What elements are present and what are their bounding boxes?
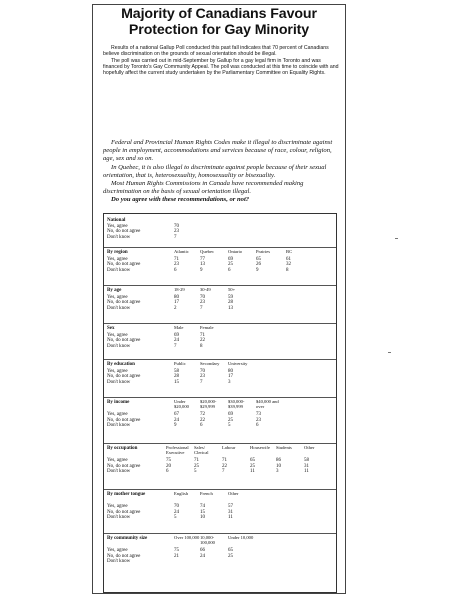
column-header: 30-49 [200, 287, 211, 292]
cell-value: 2 [174, 305, 177, 311]
cell-value: 11 [250, 469, 255, 475]
cell-value: 22 [200, 417, 205, 423]
cell-value: 72 [200, 412, 205, 418]
column-header: 50+ [228, 287, 236, 292]
cell-value: 58 [174, 368, 179, 374]
row-label: Don't know [107, 379, 131, 385]
cell-value: 32 [286, 262, 291, 268]
section-divider [104, 247, 336, 248]
cell-value: 75 [174, 548, 179, 554]
cell-value: 5 [174, 515, 177, 521]
row-label: No, do not agree [107, 553, 141, 559]
question-paragraph-2: In Quebec, it is also illegal to discriminate against people because of their sexual orientation, that is, heterosexuality, homosexuality or bisexuality. [103, 163, 327, 179]
section-title: By occupation [107, 446, 138, 451]
column-header: $40,000 and over [256, 399, 279, 409]
cell-value: 69 [228, 256, 233, 262]
cell-value: 25 [228, 417, 233, 423]
column-header: Under 10,000 [228, 535, 254, 540]
row-label: No, do not agree [107, 463, 141, 469]
section-divider [104, 359, 336, 360]
cell-value: 71 [200, 332, 205, 338]
section-title: By income [107, 400, 130, 405]
section-divider [104, 489, 336, 490]
cell-value: 6 [166, 469, 169, 475]
intro-paragraph-2: The poll was carried out in mid-September by Gallup for a gay legal firm in Toronto and was financed by Toronto's Gay Community Appeal. The poll was conducted at this time to coincide with and hopefully affect the current study undertaken by the Parliamentary Committee on Equality Rights. [103, 57, 339, 77]
section-title: By education [107, 362, 135, 367]
cell-value: 69 [228, 412, 233, 418]
section-divider [104, 443, 336, 444]
column-header: Students [276, 445, 292, 450]
cell-value: 61 [286, 256, 291, 262]
row-label: No, do not agree [107, 300, 141, 306]
row-label: Don't know [107, 469, 131, 475]
cell-value: 25 [250, 463, 255, 469]
row-label: Yes, agree [107, 458, 128, 464]
scan-mark [388, 352, 391, 353]
column-header: Over 100,000 [174, 535, 200, 540]
cell-value: 70 [200, 368, 205, 374]
cell-value: 6 [228, 267, 231, 273]
column-header: French [200, 491, 213, 496]
cell-value: 7 [200, 379, 203, 385]
cell-value: 71 [194, 458, 199, 464]
row-label: Yes, agree [107, 256, 128, 262]
cell-value: 28 [228, 300, 233, 306]
column-header: English [174, 491, 189, 496]
column-header: Public [174, 361, 186, 366]
section-title: Sex [107, 326, 115, 331]
cell-value: 25 [194, 463, 199, 469]
cell-value: 24 [174, 338, 179, 344]
cell-value: 67 [174, 412, 179, 418]
row-label: Don't know [107, 234, 131, 240]
column-header: Other [228, 491, 239, 496]
row-label: Yes, agree [107, 548, 128, 554]
cell-value: 24 [200, 553, 205, 559]
section-divider [104, 533, 336, 534]
cell-value: 23 [174, 229, 179, 235]
cell-value: 17 [228, 374, 233, 380]
question-text [103, 139, 339, 205]
cell-value: 70 [200, 294, 205, 300]
cell-value: 15 [200, 509, 205, 515]
row-label: Yes, agree [107, 368, 128, 374]
column-header: 10,000- 100,000 [200, 535, 215, 545]
cell-value: 57 [228, 504, 233, 510]
row-label: Don't know [107, 423, 131, 429]
row-label: Yes, agree [107, 504, 128, 510]
question-paragraph-1: Federal and Provincial Human Rights Codes make it illegal to discriminate against people in employment, accommodations and services because of race, colour, religion, age, sex and so on. [103, 139, 333, 163]
cell-value: 3 [276, 469, 279, 475]
cell-value: 65 [228, 548, 233, 554]
cell-value: 23 [174, 262, 179, 268]
cell-value: 13 [228, 305, 233, 311]
cell-value: 20 [166, 463, 171, 469]
cell-value: 22 [222, 463, 227, 469]
row-label: No, do not agree [107, 262, 141, 268]
row-label: No, do not agree [107, 229, 141, 235]
column-header: Quebec [200, 249, 215, 254]
column-header: Housewife [250, 445, 270, 450]
cell-value: 7 [200, 305, 203, 311]
cell-value: 23 [200, 374, 205, 380]
cell-value: 24 [174, 509, 179, 515]
cell-value: 10 [276, 463, 281, 469]
section-title: By region [107, 250, 128, 255]
cell-value: 71 [222, 458, 227, 464]
column-header: Ontario [228, 249, 243, 254]
column-header: 18-29 [174, 287, 185, 292]
cell-value: 8 [200, 343, 203, 349]
cell-value: 31 [304, 463, 309, 469]
cell-value: 69 [174, 332, 179, 338]
cell-value: 65 [256, 256, 261, 262]
cell-value: 13 [200, 262, 205, 268]
cell-value: 9 [256, 267, 259, 273]
row-label: No, do not agree [107, 509, 141, 515]
cell-value: 11 [304, 469, 309, 475]
headline-line-2: Protection for Gay Minority [128, 21, 310, 38]
cell-value: 24 [174, 417, 179, 423]
column-header: Prairies [256, 249, 271, 254]
section-title: By age [107, 288, 122, 293]
section-title: By mother tongue [107, 492, 146, 497]
cell-value: 70 [174, 504, 179, 510]
cell-value: 66 [200, 548, 205, 554]
column-header: Sales/ Clerical [194, 445, 209, 455]
question-paragraph-4: Do you agree with these recommendations, or not? [111, 196, 250, 204]
section-divider [104, 323, 336, 324]
row-label: Yes, agree [107, 412, 128, 418]
column-header: University [228, 361, 248, 366]
cell-value: 5 [228, 423, 231, 429]
cell-value: 80 [228, 368, 233, 374]
cell-value: 7 [174, 234, 177, 240]
question-paragraph-3: Most Human Rights Commissions in Canada have recommended making discrimination on the basis of sexual orientation illegal. [103, 180, 304, 196]
cell-value: 26 [256, 262, 261, 268]
row-label: No, do not agree [107, 417, 141, 423]
cell-value: 80 [174, 294, 179, 300]
cell-value: 71 [174, 256, 179, 262]
cell-value: 25 [228, 262, 233, 268]
cell-value: 22 [200, 338, 205, 344]
cell-value: 5 [194, 469, 197, 475]
cell-value: 70 [174, 223, 179, 229]
cell-value: 25 [228, 553, 233, 559]
cell-value: 86 [276, 458, 281, 464]
intro-paragraph-1: Results of a national Gallup Poll conducted this past fall indicates that 70 percent of Canadians believe discrimination on the grounds of sexual orientation should be illegal. [103, 45, 329, 58]
cell-value: 74 [200, 504, 205, 510]
cell-value: 17 [174, 300, 179, 306]
column-header: BC [286, 249, 293, 254]
column-header: Female [200, 325, 214, 330]
column-header: Professional Executive [166, 445, 189, 455]
cell-value: 9 [174, 423, 177, 429]
row-label: Don't know [107, 267, 131, 273]
column-header: Secondary [200, 361, 220, 366]
cell-value: 6 [174, 267, 177, 273]
cell-value: 65 [250, 458, 255, 464]
newspaper-clipping [92, 4, 346, 594]
cell-value: 73 [256, 412, 261, 418]
cell-value: 21 [174, 553, 179, 559]
column-header: Male [174, 325, 184, 330]
row-label: Yes, agree [107, 332, 128, 338]
cell-value: 31 [228, 509, 233, 515]
cell-value: 59 [228, 294, 233, 300]
cell-value: 6 [200, 423, 203, 429]
row-label: No, do not agree [107, 374, 141, 380]
cell-value: 28 [174, 374, 179, 380]
cell-value: 58 [304, 458, 309, 464]
cell-value: 15 [174, 379, 179, 385]
cell-value: 6 [256, 423, 259, 429]
cell-value: 10 [200, 515, 205, 521]
poll-results-table [103, 213, 337, 593]
cell-value: 11 [228, 515, 233, 521]
cell-value: 23 [256, 417, 261, 423]
column-header: $20,000- $29,999 [200, 399, 217, 409]
cell-value: 7 [174, 343, 177, 349]
column-header: Atlantic [174, 249, 189, 254]
section-title: National [107, 218, 126, 223]
cell-value: 8 [286, 267, 289, 273]
row-label: Don't know [107, 515, 131, 521]
column-header: Other [304, 445, 315, 450]
section-divider [104, 397, 336, 398]
section-divider [104, 285, 336, 286]
cell-value: 75 [166, 458, 171, 464]
headline-line-1: Majority of Canadians Favour [121, 6, 317, 22]
row-label: No, do not agree [107, 338, 141, 344]
row-label: Yes, agree [107, 223, 128, 229]
headline [99, 7, 339, 38]
row-label: Don't know [107, 305, 131, 311]
column-header: $30,000- $39,999 [228, 399, 245, 409]
cell-value: 3 [228, 379, 231, 385]
intro-text [103, 45, 339, 76]
section-title: By community size [107, 536, 148, 541]
cell-value: 23 [200, 300, 205, 306]
scan-mark [395, 238, 398, 239]
row-label: Don't know [107, 559, 131, 565]
column-header: Under $20,000 [174, 399, 189, 409]
cell-value: 77 [200, 256, 205, 262]
column-header: Labour [222, 445, 236, 450]
cell-value: 9 [200, 267, 203, 273]
row-label: Don't know [107, 343, 131, 349]
cell-value: 7 [222, 469, 225, 475]
row-label: Yes, agree [107, 294, 128, 300]
